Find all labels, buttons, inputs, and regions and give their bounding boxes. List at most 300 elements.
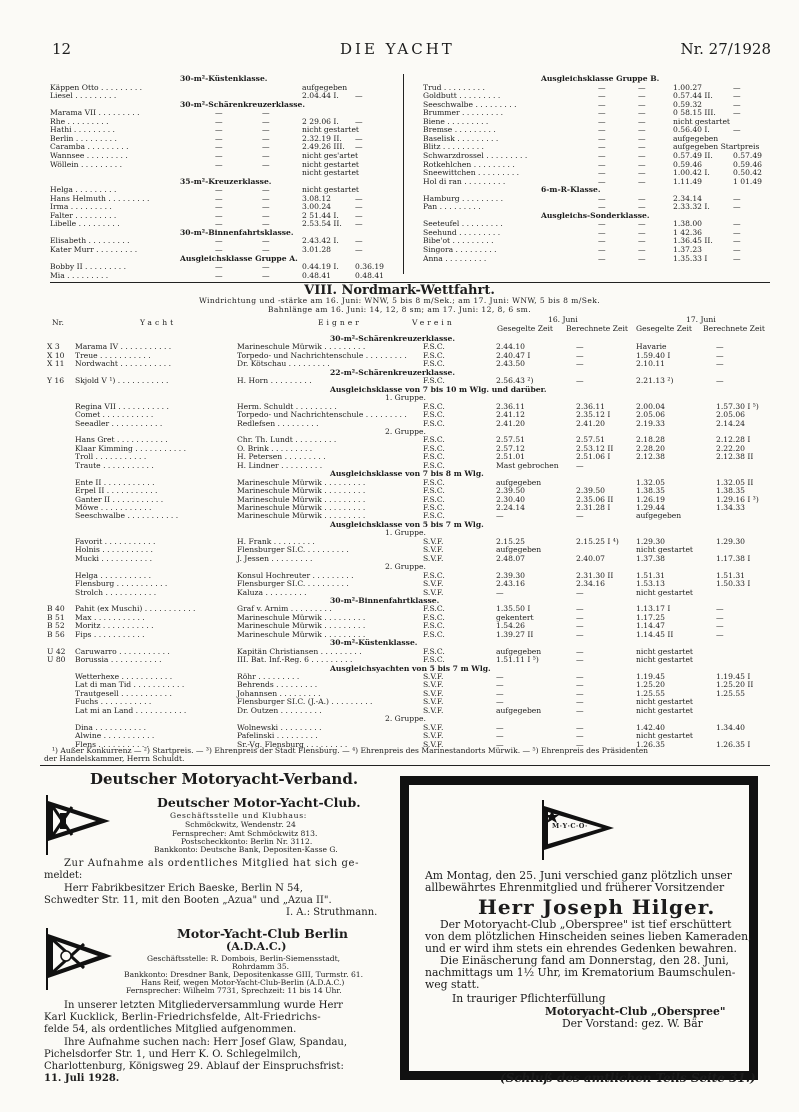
mycb-new-member: Karl Kucklick, Berlin-Friedrichsfelde, Alt-Friedrichs- [44, 1012, 321, 1023]
yacht-name: Ente II . . . . . . . . . . . [75, 477, 155, 487]
sail-number: X 3 [47, 342, 60, 352]
yacht-name: Biene . . . . . . . . . [423, 116, 489, 126]
yacht-name: Sneewittchen . . . . . . . . . [423, 168, 520, 178]
club-name: F.S.C. [423, 452, 445, 462]
time-17-sailed: 1.14.47 [636, 621, 665, 631]
result-cell: — [262, 185, 270, 195]
dmyc-address: Schmöckwitz, Wendenstr. 24 [185, 820, 296, 829]
yacht-name: Bremse . . . . . . . . . [423, 125, 496, 135]
time-17-calculated: 1.17.38 I [716, 553, 751, 563]
time-16-sailed: 2.56.43 ²) [496, 376, 534, 386]
time-17-sailed: 2.12.38 [636, 452, 665, 462]
yacht-name: Berlin . . . . . . . . . [50, 133, 117, 143]
result-cell: — [733, 99, 741, 109]
result-cell: — [598, 193, 606, 203]
result-cell: 1.11.49 [673, 176, 702, 186]
time-16-sailed: — [496, 511, 504, 521]
yacht-name: Marama IV . . . . . . . . . . . [75, 342, 172, 352]
time-16-sailed: — [496, 697, 504, 707]
obit-line-3: Der Motoryacht-Club „Oberspree" ist tief erschüttert [440, 918, 732, 931]
time-16-sailed: 1.35.50 I [496, 604, 531, 614]
yacht-name: Seehund . . . . . . . . . [423, 227, 501, 237]
col-header-june17: 17. Juni [686, 315, 716, 324]
sail-number: B 51 [47, 612, 65, 622]
time-16-sailed: 2.51.01 [496, 452, 525, 462]
result-cell: — [262, 150, 270, 160]
result-cell: — [638, 168, 646, 178]
owner-name: Röhr . . . . . . . . . [237, 672, 300, 681]
result-cell: — [638, 253, 646, 263]
result-cell: 0.50.42 [733, 168, 762, 178]
result-cell: — [355, 202, 363, 212]
yacht-name: Favorit . . . . . . . . . . . [75, 536, 156, 546]
col-header-nr: Nr. [52, 318, 64, 327]
owner-name: Marineschule Mürwik . . . . . . . . . [237, 612, 366, 622]
time-17-sailed: 1.29.30 [636, 536, 665, 546]
mycb-phone: Fernsprecher: Wilhelm 7731, Sprechzeit: 11 bis 14 Uhr. [126, 986, 342, 995]
time-16-sailed: aufgegeben [496, 705, 542, 715]
yacht-name: Seeschwalbe . . . . . . . . . [423, 99, 517, 109]
class-heading-text: Ausgleichsklasse Gruppe B. [541, 74, 660, 83]
yacht-name: Moritz . . . . . . . . . . . [75, 621, 154, 631]
dmyc-membership-intro-2: meldet: [44, 870, 83, 881]
result-cell: 0.59.46 [733, 159, 762, 169]
time-16-calculated: — [576, 672, 584, 681]
footnote-rule [40, 765, 770, 766]
yacht-name: Fips . . . . . . . . . . . [75, 629, 145, 639]
time-16-calculated: 2.51.06 I [576, 452, 611, 462]
club-name: S.V.F. [423, 536, 444, 546]
club-name: F.S.C. [423, 443, 445, 453]
result-cell: — [638, 219, 646, 229]
yacht-name: Mucki . . . . . . . . . . . [75, 553, 153, 563]
yacht-name: Klaar Kimming . . . . . . . . . . . [75, 443, 186, 453]
class-heading-text: 30-m²-Küstenklasse. [330, 638, 418, 648]
yacht-name: Alwine . . . . . . . . . . . [75, 731, 155, 741]
obit-signatory-club: Motoryacht-Club „Oberspree" [545, 1005, 726, 1018]
footnote-line-1: ¹) Außer Konkurrenz — ²) Startpreis. — ³) Ehrenpreis der Stadt Flensburg. — ⁴) Ehrenpreis des Marinestandorts Mürwik. — ⁵) Ehrenpreis des Präsidenten [52, 746, 649, 755]
time-17-sailed: 2.19.33 [636, 418, 665, 428]
result-cell: aufgegeben [673, 133, 719, 143]
yacht-name: Wannsee . . . . . . . . . [50, 150, 128, 160]
sail-number: U 80 [47, 655, 66, 665]
yacht-name: Trautgesell . . . . . . . . . . . [75, 688, 172, 698]
time-17-calculated: 2.12.38 II [716, 452, 754, 462]
yacht-name: Flens . . . . . . . . . . . [75, 739, 150, 749]
obit-signatory-board: Der Vorstand: gez. W. Bär [562, 1017, 703, 1030]
time-16-sailed: — [496, 739, 504, 749]
result-cell: — [733, 245, 741, 254]
yacht-name: Helga . . . . . . . . . . . [75, 570, 152, 580]
time-17-sailed: 1.13.17 I [636, 604, 671, 614]
result-cell: — [598, 150, 606, 160]
time-17-sailed: nicht gestartet [636, 646, 693, 656]
dmv-title: Deutscher Motoryacht-Verband. [90, 770, 359, 788]
time-17-sailed: nicht gestartet [636, 697, 693, 707]
result-cell: — [638, 150, 646, 160]
result-cell: — [598, 253, 606, 263]
group-heading-text: 1. Gruppe. [385, 528, 426, 538]
club-name: F.S.C. [423, 511, 445, 521]
time-16-sailed: Mast gebrochen [496, 460, 559, 470]
time-17-sailed: Havarie [636, 342, 667, 352]
class-heading-text: Ausgleichsklasse Gruppe A. [180, 253, 298, 263]
owner-name: Flensburger SI.C. . . . . . . . . . [237, 545, 349, 555]
time-17-sailed: 2.05.06 [636, 410, 665, 420]
time-16-calculated: — [576, 511, 584, 521]
class-heading-text: 30-m²-Binnenfahrtklasse. [330, 595, 440, 605]
yacht-name: Borussia . . . . . . . . . . . [75, 655, 162, 665]
owner-name: H. Lindner . . . . . . . . . [237, 460, 323, 470]
time-17-calculated: 2.22.20 [716, 443, 745, 453]
result-cell: — [355, 133, 363, 143]
result-cell: — [262, 142, 270, 152]
club-name: F.S.C. [423, 410, 445, 420]
yacht-name: Falter . . . . . . . . . [50, 210, 117, 220]
result-cell: 1.35.33 I [673, 253, 708, 263]
time-17-calculated: 1.34.33 [716, 503, 745, 512]
time-16-sailed: 2.48.07 [496, 553, 525, 563]
issue-number: Nr. 27/1928 [680, 40, 771, 58]
owner-name: Marineschule Mürwik . . . . . . . . . [237, 342, 366, 352]
mycb-deadline: 11. Juli 1928. [44, 1073, 120, 1084]
result-cell: nicht gestartet [302, 125, 359, 135]
owner-name: O. Brink . . . . . . . . . [237, 443, 313, 453]
club-name: F.S.C. [423, 342, 445, 352]
nordmark-results-table [40, 334, 780, 750]
result-cell: — [598, 82, 606, 92]
obit-line-9: In trauriger Pflichterfüllung [452, 992, 606, 1005]
time-16-calculated: 2.39.50 [576, 486, 605, 496]
obit-line-8: weg statt. [425, 978, 480, 991]
yacht-name: Max . . . . . . . . . . . [75, 612, 145, 622]
time-17-calculated: 1.34.40 [716, 722, 745, 732]
result-cell: — [638, 125, 646, 135]
result-cell: — [598, 236, 606, 246]
result-cell: 2 29.06 I. [302, 116, 339, 126]
club-name: S.V.F. [423, 680, 444, 690]
yacht-name: Strolch . . . . . . . . . . . [75, 587, 157, 597]
mycb-bank: Bankkonto: Dresdner Bank, Depositenkasse GIII, Turmstr. 61. [124, 970, 364, 979]
yacht-name: Regina VII . . . . . . . . . . . [75, 401, 169, 411]
time-16-calculated: — [576, 705, 584, 715]
yacht-name: Skjold V ¹) . . . . . . . . . . . [75, 376, 169, 386]
result-cell: — [733, 91, 741, 101]
result-cell: — [215, 193, 223, 203]
obit-line-5: und er wird ihm stets ein ehrendes Gedenken bewahren. [425, 942, 737, 955]
owner-name: Dr. Kötschau . . . . . . . . . [237, 359, 330, 369]
yacht-name: Schwarzdrossel . . . . . . . . . [423, 150, 528, 160]
sail-number: B 40 [47, 604, 65, 614]
dmyc-membership-intro: Zur Aufnahme als ordentliches Mitglied hat sich ge- [64, 858, 360, 869]
result-cell: — [262, 125, 270, 135]
time-16-sailed: 2.44.10 [496, 342, 525, 352]
closing-note: (Schluß des amtlichen Teils Seite 31.) [500, 1071, 756, 1085]
result-cell: — [598, 227, 606, 237]
yacht-name: Treue . . . . . . . . . . . [75, 350, 151, 360]
result-cell: — [262, 270, 270, 280]
owner-name: Wolnewski . . . . . . . . . [237, 722, 322, 732]
group-heading-text: 2. Gruppe. [385, 426, 426, 436]
class-heading-text: Ausgleichsklasse von 7 bis 10 m Wlg. und darüber. [330, 384, 547, 394]
club-name: S.V.F. [423, 688, 444, 698]
owner-name: Kaluza . . . . . . . . . [237, 587, 307, 597]
time-16-calculated: — [576, 629, 584, 639]
time-16-sailed: 2.41.12 [496, 410, 525, 420]
result-cell: — [733, 193, 741, 203]
result-cell: — [598, 116, 606, 126]
time-16-calculated: 2.15.25 I ⁴) [576, 536, 619, 546]
time-17-sailed: 1.32.05 [636, 477, 665, 487]
yacht-name: Seeschwalbe . . . . . . . . . . . [75, 511, 179, 521]
club-name: F.S.C. [423, 435, 445, 445]
result-cell: — [355, 142, 363, 152]
result-cell: 2.32.19 II. [302, 133, 342, 143]
group-heading-text: 1. Gruppe. [385, 393, 426, 403]
result-cell: — [638, 133, 646, 143]
owner-name: H. Horn . . . . . . . . . [237, 376, 312, 386]
yacht-name: Käppen Otto . . . . . . . . . [50, 82, 143, 92]
time-16-sailed: 1.39.27 II [496, 629, 534, 639]
result-cell: 2.34.14 [673, 193, 702, 203]
club-name: S.V.F. [423, 672, 444, 681]
result-cell: — [215, 185, 223, 195]
yacht-name: Rotkehlchen . . . . . . . . . [423, 159, 515, 169]
result-cell: nicht gestartet [302, 185, 359, 195]
time-16-calculated: — [576, 460, 584, 470]
journal-title: DIE YACHT [340, 40, 455, 58]
result-cell: — [733, 108, 741, 118]
result-cell: — [598, 219, 606, 229]
result-cell: — [215, 133, 223, 143]
time-17-sailed: 1.19.45 [636, 672, 665, 681]
yacht-name: Hans Gret . . . . . . . . . . . [75, 435, 168, 445]
col-header-calc-16: Berechnete Zeit [566, 324, 628, 333]
result-cell: 0 58.15 III. [673, 108, 716, 118]
result-cell: — [598, 202, 606, 212]
result-cell: — [733, 125, 741, 135]
time-16-calculated: — [576, 621, 584, 631]
result-cell: 1 01.49 [733, 176, 762, 186]
footnote-line-2: der Handelskammer, Herrn Schuldt. [44, 754, 185, 763]
result-cell: — [262, 159, 270, 169]
club-name: S.V.F. [423, 545, 444, 555]
mycb-address: Rohrdamm 35. [232, 962, 290, 971]
yacht-name: Hathi . . . . . . . . . [50, 125, 115, 135]
time-16-calculated: — [576, 612, 584, 622]
result-cell: — [638, 142, 646, 152]
result-cell: — [215, 116, 223, 126]
time-16-sailed: 2.36.11 [496, 401, 525, 411]
time-16-calculated: — [576, 739, 584, 749]
time-17-calculated: 1.26.35 I [716, 739, 751, 749]
time-16-calculated: — [576, 680, 584, 690]
time-17-sailed: nicht gestartet [636, 731, 693, 741]
result-cell: 2 51.44 I. [302, 210, 339, 220]
result-cell: — [215, 108, 223, 118]
time-16-sailed: 1.51.11 I ⁵) [496, 655, 539, 665]
club-name: F.S.C. [423, 629, 445, 639]
time-17-sailed: 1.59.40 I [636, 350, 671, 360]
result-cell: — [638, 202, 646, 212]
yacht-name: Trud . . . . . . . . . [423, 82, 485, 92]
yacht-name: Wöllein . . . . . . . . . [50, 159, 122, 169]
result-cell: 1.37.23 [673, 245, 702, 254]
col-header-club: Verein [412, 318, 455, 327]
result-cell: — [262, 116, 270, 126]
result-cell: — [638, 116, 646, 126]
dmyc-signature: I. A.: Struthmann. [286, 907, 378, 918]
result-cell: — [733, 253, 741, 263]
result-cell: — [598, 99, 606, 109]
time-17-sailed: 1.25.20 [636, 680, 665, 690]
yacht-name: Rhe . . . . . . . . . [50, 116, 109, 126]
time-17-sailed: aufgegeben [636, 511, 682, 521]
time-17-calculated: 1.38.35 [716, 486, 745, 496]
class-heading-text: 35-m²-Kreuzerklasse. [180, 176, 272, 186]
result-cell: — [262, 236, 270, 246]
result-cell: — [598, 133, 606, 143]
result-cell: 0.48.41 [302, 270, 331, 280]
group-heading-text: 2. Gruppe. [385, 562, 426, 572]
col-header-june16: 16. Juni [548, 315, 578, 324]
obit-line-1: Am Montag, den 25. Juni verschied ganz plötzlich unser [425, 869, 732, 882]
club-name: S.V.F. [423, 705, 444, 715]
col-header-owner: Eigner [318, 318, 362, 327]
yacht-name: Erpel II . . . . . . . . . . . [75, 486, 158, 496]
result-cell: — [215, 142, 223, 152]
obit-name: Herr Joseph Hilger. [478, 895, 716, 919]
result-cell: — [355, 210, 363, 220]
owner-name: Chr. Th. Lundt . . . . . . . . . [237, 435, 337, 445]
result-cell: — [355, 236, 363, 246]
time-17-sailed: 2.21.13 ²) [636, 376, 674, 386]
column-divider [403, 74, 404, 274]
time-16-sailed: 2.30.40 [496, 494, 525, 504]
time-17-sailed: 2.18.28 [636, 435, 665, 445]
result-cell: — [638, 91, 646, 101]
yacht-name: Seeteufel . . . . . . . . . [423, 219, 503, 229]
result-cell: aufgegeben [302, 82, 348, 92]
result-cell: 0.57.49 II. [673, 150, 713, 160]
result-cell: 0.59.46 [673, 159, 702, 169]
time-16-sailed: — [496, 672, 504, 681]
track-info: Bahnlänge am 16. Juni: 14, 12, 8 sm; am 17. Juni: 12, 8, 6 sm. [267, 305, 532, 314]
col-header-sailed-16: Gesegelte Zeit [497, 324, 553, 333]
obit-line-4: von dem plötzlichen Hinscheiden seines lieben Kameraden, [425, 930, 752, 943]
mycb-new-member-2: felde 54, als ordentliches Mitglied aufgenommen. [44, 1024, 297, 1035]
time-17-calculated: 2.05.06 [716, 410, 745, 420]
owner-name: H. Petersen . . . . . . . . . [237, 452, 326, 462]
result-cell: 0.59.32 [673, 99, 702, 109]
class-heading-text: 6-m-R-Klasse. [541, 185, 601, 195]
result-cell: — [355, 91, 363, 101]
time-16-calculated: — [576, 722, 584, 732]
time-17-calculated: 1.19.45 I [716, 672, 751, 681]
result-cell: — [638, 159, 646, 169]
dmyc-phone: Fernsprecher: Amt Schmöckwitz 813. [172, 829, 318, 838]
time-17-calculated: — [716, 604, 724, 614]
time-17-calculated: — [716, 350, 724, 360]
result-cell: — [215, 245, 223, 254]
result-cell: 1.38.00 [673, 219, 702, 229]
result-cell: — [355, 116, 363, 126]
yacht-name: Möwe . . . . . . . . . . . [75, 503, 152, 512]
class-heading-text: Ausgleichsklasse von 7 bis 8 m Wlg. [330, 469, 484, 479]
result-cell: — [598, 108, 606, 118]
yacht-name: Kater Murr . . . . . . . . . [50, 245, 138, 254]
group-heading-text: 2. Gruppe. [385, 714, 426, 724]
sail-number: X 11 [47, 359, 65, 369]
mycb-applicants-2: Pichelsdorfer Str. 1, und Herr K. O. Schlegelmilch, [44, 1049, 301, 1060]
mycb-subtitle: (A.D.A.C.) [226, 940, 287, 953]
yacht-name: Mia . . . . . . . . . [50, 270, 109, 280]
result-cell: — [638, 236, 646, 246]
club-name: S.V.F. [423, 587, 444, 597]
owner-name: Flensburger SI.C. (J.-A.) . . . . . . . . . [237, 697, 373, 707]
yacht-name: Comet . . . . . . . . . . . [75, 410, 154, 420]
result-cell: 1 42.36 [673, 227, 702, 237]
page-number: 12 [52, 40, 72, 58]
club-name: F.S.C. [423, 494, 445, 504]
club-name: F.S.C. [423, 350, 445, 360]
yacht-name: Marama VII . . . . . . . . . [50, 108, 140, 118]
time-17-sailed: nicht gestartet [636, 545, 693, 555]
col-header-calc-17: Berechnete Zeit [703, 324, 765, 333]
time-16-calculated: — [576, 688, 584, 698]
club-name: S.V.F. [423, 739, 444, 749]
owner-name: Marineschule Mürwik . . . . . . . . . [237, 477, 366, 487]
top-left-results-table [50, 74, 395, 279]
time-17-sailed: 1.26.19 [636, 494, 665, 504]
yacht-name: Lat mi an Land . . . . . . . . . . . [75, 705, 187, 715]
time-16-calculated: — [576, 731, 584, 741]
sail-number: X 10 [47, 350, 65, 360]
result-cell: 3.00.24 [302, 202, 331, 212]
yacht-name: Singora . . . . . . . . . [423, 245, 497, 254]
result-cell: 2.04.44 I. [302, 91, 339, 101]
club-name: F.S.C. [423, 655, 445, 665]
mycb-burgee-icon [44, 928, 116, 990]
yacht-name: Blitz . . . . . . . . . [423, 142, 484, 152]
time-16-sailed: 2.15.25 [496, 536, 525, 546]
result-cell: aufgegeben Startpreis [673, 142, 760, 152]
time-16-sailed: aufgegeben [496, 646, 542, 656]
time-17-sailed: 1.25.55 [636, 688, 665, 698]
result-cell: 0.56.40 I. [673, 125, 710, 135]
club-name: F.S.C. [423, 646, 445, 656]
class-heading-text: 30-m²-Binnenfahrtsklasse. [180, 227, 294, 237]
yacht-name: Seeadler . . . . . . . . . . . [75, 418, 163, 428]
result-cell: — [638, 193, 646, 203]
time-16-calculated: — [576, 646, 584, 656]
time-17-calculated: 1.25.20 II [716, 680, 754, 690]
time-17-sailed: 1.14.45 II [636, 629, 674, 639]
class-heading-text: 30-m²-Schärenkreuzerklasse. [180, 99, 305, 109]
myco-burgee-icon [540, 800, 620, 860]
result-cell: — [215, 159, 223, 169]
mycb-title: Motor-Yacht-Club Berlin [177, 926, 348, 941]
yacht-name: Bibe'ot . . . . . . . . . [423, 236, 494, 246]
club-name: F.S.C. [423, 503, 445, 512]
club-name: S.V.F. [423, 579, 444, 589]
result-cell: 0.57.49 [733, 150, 762, 160]
time-17-calculated: 1.29.30 [716, 536, 745, 546]
owner-name: Redlefsen . . . . . . . . . [237, 418, 319, 428]
time-17-sailed: nicht gestartet [636, 705, 693, 715]
time-16-calculated: 2.31.28 I [576, 503, 611, 512]
yacht-name: Nordwacht . . . . . . . . . . . [75, 359, 172, 369]
